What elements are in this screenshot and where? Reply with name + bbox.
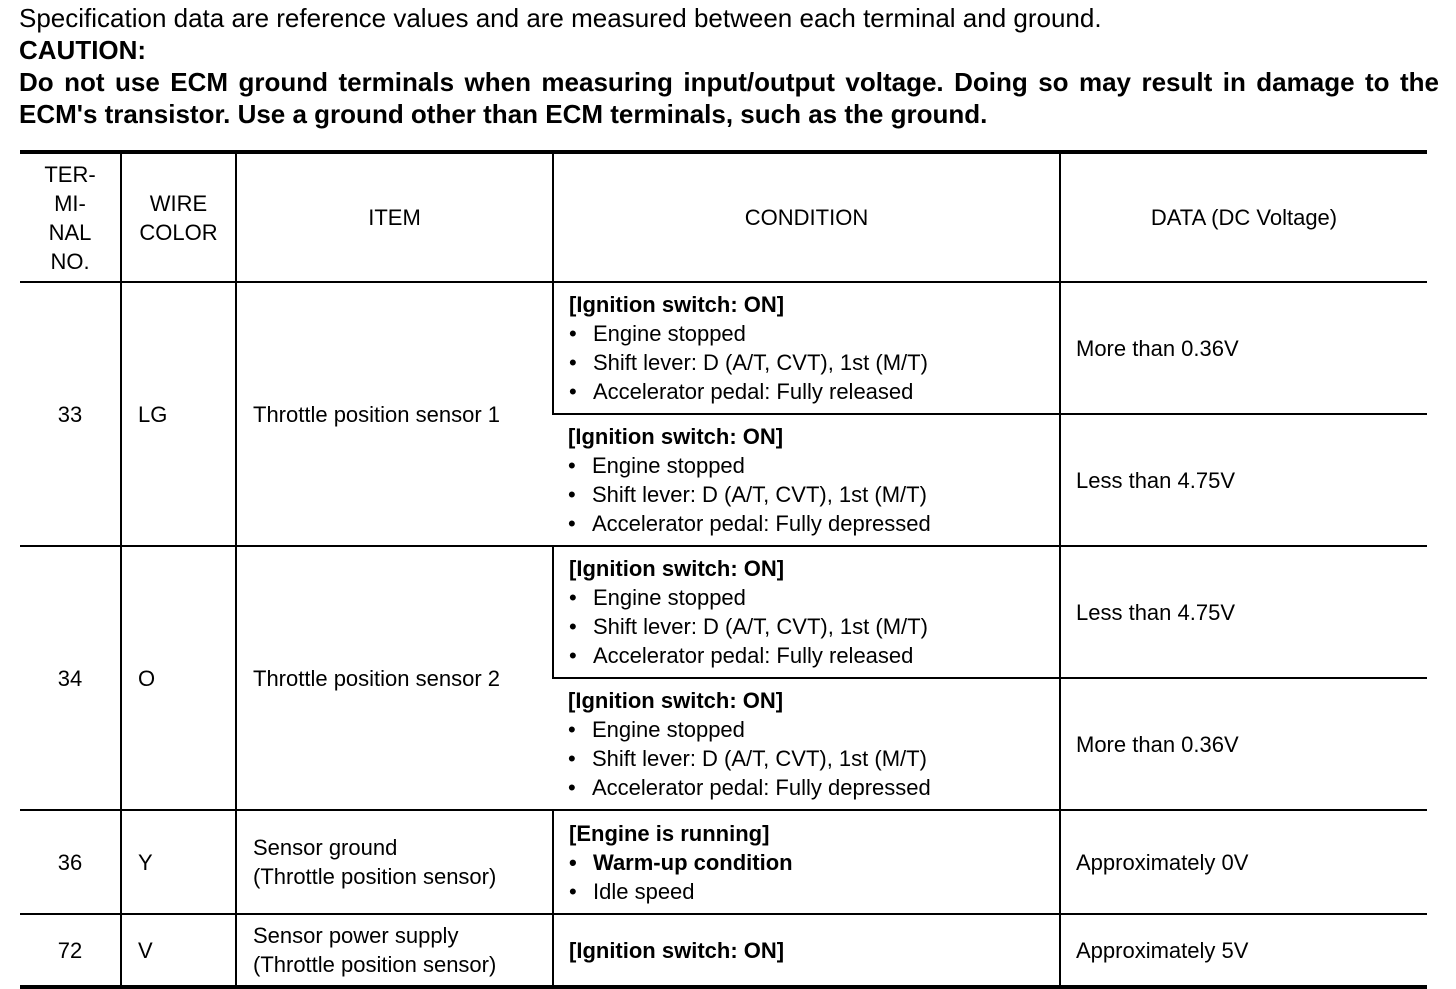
item-name-line: Sensor power supply <box>253 923 459 948</box>
condition-cell <box>553 546 1060 678</box>
condition-heading: [Ignition switch: ON] <box>569 292 785 317</box>
condition-heading: [Ignition switch: ON] <box>568 424 784 449</box>
condition-heading: [Ignition switch: ON] <box>569 937 785 963</box>
data-value: Approximately 5V <box>1060 914 1427 987</box>
item-name: Throttle position sensor 2 <box>236 546 553 810</box>
condition-heading: [Ignition switch: ON] <box>568 688 784 713</box>
item-name <box>236 914 553 987</box>
condition-bullet: • Accelerator pedal: Fully depressed <box>568 773 1051 802</box>
terminal-number: 33 <box>20 282 121 546</box>
terminal-spec-table <box>20 150 1427 989</box>
spec-note: Specification data are reference values and are measured between each terminal and ground. <box>19 3 1102 33</box>
caution-text: Do not use ECM ground terminals when measuring input/output voltage. Doing so may result in damage to the ECM's transistor. Use a ground other than ECM terminals, such as the ground. <box>19 67 1439 129</box>
condition-bullet: • Shift lever: D (A/T, CVT), 1st (M/T) <box>569 348 1051 377</box>
condition-bullet: • Shift lever: D (A/T, CVT), 1st (M/T) <box>569 612 1051 641</box>
condition-cell <box>553 678 1060 810</box>
condition-bullet: • Engine stopped <box>568 451 1051 480</box>
header-condition: CONDITION <box>553 152 1060 282</box>
wire-color: V <box>121 914 236 987</box>
condition-cell <box>553 810 1060 914</box>
condition-bullet: • Accelerator pedal: Fully depressed <box>568 509 1051 538</box>
condition-bullet: • Accelerator pedal: Fully released <box>569 377 1051 406</box>
wire-color: O <box>121 546 236 810</box>
condition-cell <box>553 414 1060 546</box>
condition-heading: [Ignition switch: ON] <box>569 556 785 581</box>
terminal-number: 36 <box>20 810 121 914</box>
table-row <box>20 914 1427 987</box>
condition-bullet: • Engine stopped <box>569 319 1051 348</box>
data-value: More than 0.36V <box>1060 678 1427 810</box>
caution-label: CAUTION: <box>19 35 147 65</box>
condition-bullet: • Idle speed <box>569 877 1051 906</box>
terminal-number: 34 <box>20 546 121 810</box>
data-value: More than 0.36V <box>1060 282 1427 414</box>
header-wire-color: WIRE COLOR <box>121 152 236 282</box>
condition-cell <box>553 282 1060 414</box>
item-name <box>236 810 553 914</box>
condition-heading: [Engine is running] <box>569 820 770 846</box>
item-name-line: (Throttle position sensor) <box>253 952 497 977</box>
condition-list <box>568 715 1051 802</box>
table-row <box>20 282 1427 414</box>
condition-list <box>568 451 1051 538</box>
condition-bullet: • Warm-up condition <box>569 848 1051 877</box>
item-name-line: Sensor ground <box>253 835 398 860</box>
header-item: ITEM <box>236 152 553 282</box>
item-name: Throttle position sensor 1 <box>236 282 553 546</box>
condition-bullet: • Accelerator pedal: Fully released <box>569 641 1051 670</box>
condition-list <box>569 848 1051 906</box>
condition-bullet: • Shift lever: D (A/T, CVT), 1st (M/T) <box>568 744 1051 773</box>
wire-color: Y <box>121 810 236 914</box>
item-name-line: (Throttle position sensor) <box>253 864 497 889</box>
condition-list <box>569 319 1051 406</box>
header-data: DATA (DC Voltage) <box>1060 152 1427 282</box>
data-value: Approximately 0V <box>1060 810 1427 914</box>
data-value: Less than 4.75V <box>1060 546 1427 678</box>
table-header-row <box>20 152 1427 282</box>
data-value: Less than 4.75V <box>1060 414 1427 546</box>
condition-bullet: • Shift lever: D (A/T, CVT), 1st (M/T) <box>568 480 1051 509</box>
intro-section <box>19 2 1439 130</box>
wire-color: LG <box>121 282 236 546</box>
header-terminal-no: TER- MI- NAL NO. <box>20 152 121 282</box>
condition-bullet: • Engine stopped <box>569 583 1051 612</box>
condition-list <box>569 583 1051 670</box>
table-row <box>20 546 1427 678</box>
condition-cell <box>553 914 1060 987</box>
condition-bullet: • Engine stopped <box>568 715 1051 744</box>
terminal-number: 72 <box>20 914 121 987</box>
table-row <box>20 810 1427 914</box>
